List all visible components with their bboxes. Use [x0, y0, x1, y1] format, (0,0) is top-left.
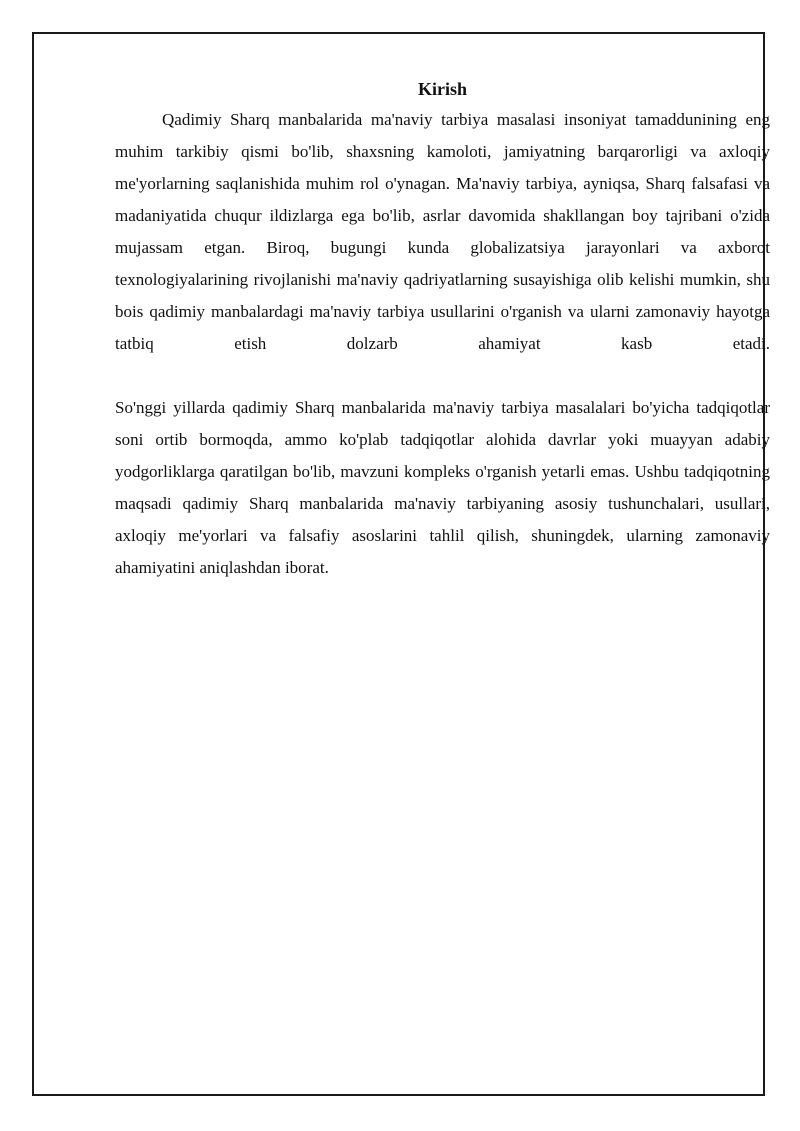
- document-body: [115, 74, 770, 584]
- paragraph-research-aim: So'nggi yillarda qadimiy Sharq manbalarida ma'naviy tarbiya masalalari bo'yicha tadqiqotlar soni ortib bormoqda, ammo ko'plab tadqiqotlar alohida davrlar yoki muayyan adabiy yodgorliklarga qaratilgan bo'lib, mavzuni kompleks o'rganish yetarli emas. Ushbu tadqiqotning maqsadi qadimiy Sharq manbalarida ma'naviy tarbiyaning asosiy tushunchalari, usullari, axloqiy me'yorlari va falsafiy asoslarini tahlil qilish, shuningdek, ularning zamonaviy ahamiyatini aniqlashdan iborat.: [115, 398, 770, 577]
- paragraph-spacer: [115, 360, 770, 392]
- section-title: Kirish: [417, 79, 467, 99]
- paragraph-introduction: Qadimiy Sharq manbalarida ma'naviy tarbiya masalasi insoniyat tamaddunining eng muhim tarkibiy qismi bo'lib, shaxsning kamoloti, jamiyatning barqarorligi va axloqiy me'yorlarning saqlanishida muhim rol o'ynagan. Ma'naviy tarbiya, ayniqsa, Sharq falsafasi va madaniyatida chuqur ildizlarga ega bo'lib, asrlar davomida shakllangan boy tajribani o'zida mujassam etgan. Biroq, bugungi kunda globalizatsiya jarayonlari va axborot texnologiyalarining rivojlanishi ma'naviy qadriyatlarning susayishiga olib kelishi mumkin, shu bois qadimiy manbalardagi ma'naviy tarbiya usullarini o'rganish va ularni zamonaviy hayotga tatbiq etish dolzarb ahamiyat kasb etadi.: [115, 110, 770, 353]
